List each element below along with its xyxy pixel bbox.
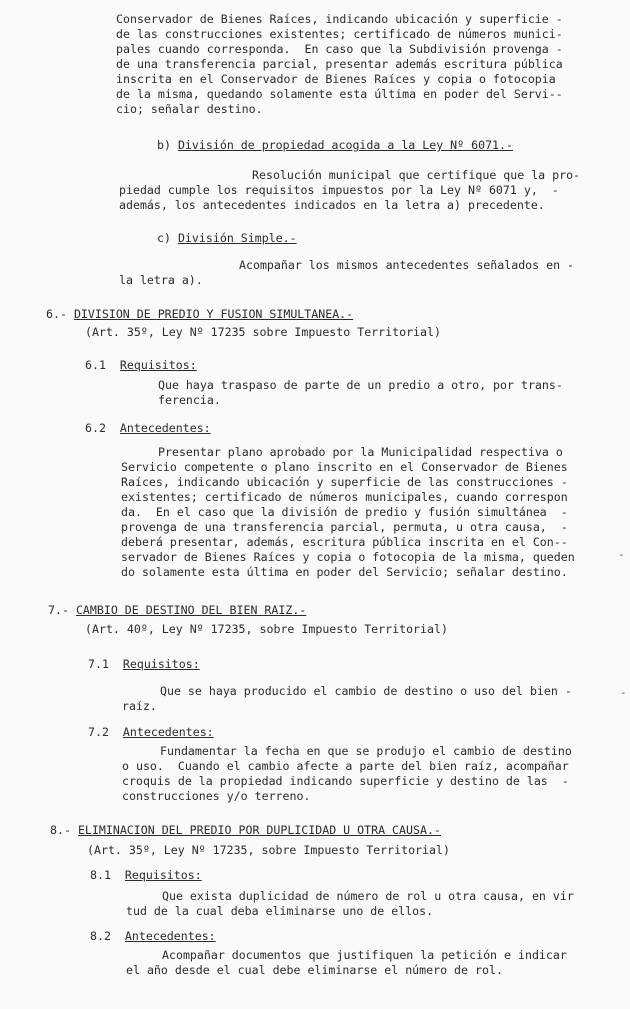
section-title: ELIMINACION DEL PREDIO POR DUPLICIDAD U OTRA CAUSA.- <box>77 823 441 837</box>
text-line: Que haya traspaso de parte de un predio a otro, por trans- <box>158 378 563 392</box>
text-line: inscrita en el Conservador de Bienes Raíces y copia o fotocopia <box>116 72 556 86</box>
text-line: cio; señalar destino. <box>116 102 263 116</box>
item-number: 6.1 <box>85 358 106 372</box>
text-line: provenga de una transferencia parcial, permuta, u otra causa, - <box>121 520 568 534</box>
section-7 <box>48 603 306 618</box>
item-label: Antecedentes: <box>119 421 211 435</box>
text-line: pales cuando corresponda. En caso que la Subdivisión provenga - <box>116 42 563 56</box>
margin-tick: - <box>620 686 627 699</box>
text-line: Acompañar los mismos antecedentes señalados en - <box>239 258 575 272</box>
item-label: Requisitos: <box>122 657 200 671</box>
text-line: de las construcciones existentes; certificado de números munici- <box>116 27 563 41</box>
text-line: Presentar plano aprobado por la Municipalidad respectiva o <box>158 445 563 459</box>
text-line: piedad cumple los requisitos impuestos por la Ley Nº 6071 y, - <box>119 183 559 197</box>
section-6-1-body <box>120 378 563 408</box>
section-number: 7.- <box>48 603 69 617</box>
text-line: existentes; certificado de números municipales, cuando correspon <box>121 490 568 504</box>
section-title: CAMBIO DE DESTINO DEL BIEN RAIZ.- <box>75 603 307 617</box>
margin-tick: - <box>618 548 625 561</box>
item-number: 7.1 <box>88 657 109 671</box>
law-reference: (Art. 35º, Ley Nº 17235 sobre Impuesto Territorial) <box>85 325 441 339</box>
text-line: o uso. Cuando el cambio afecte a parte del bien raíz, acompañar <box>122 759 569 773</box>
section-title: DIVISION DE PREDIO Y FUSION SIMULTANEA.- <box>73 307 354 321</box>
item-number: 8.2 <box>90 929 111 943</box>
text-line: tud de la cual deba eliminarse uno de ellos. <box>126 904 434 918</box>
subsection-b-heading <box>157 138 513 153</box>
section-number: 6.- <box>46 307 67 321</box>
section-number: 8.- <box>50 823 71 837</box>
section-7-1-body <box>122 684 572 714</box>
section-7-1-heading <box>88 657 200 672</box>
text-line: deberá presentar, además, escritura pública inscrita en el Con-- <box>121 535 568 549</box>
section-8-2-heading <box>90 929 216 944</box>
item-label: Requisitos: <box>119 358 197 372</box>
text-line: Fundamentar la fecha en que se produjo el cambio de destino <box>160 744 572 758</box>
section-7-ref <box>85 622 448 637</box>
law-reference: (Art. 40º, Ley Nº 17235, sobre Impuesto Territorial) <box>85 622 448 636</box>
section-6-1-heading <box>85 358 197 373</box>
text-line: Conservador de Bienes Raíces, indicando ubicación y superficie - <box>116 12 563 26</box>
section-6-ref <box>85 325 441 340</box>
section-8-ref <box>87 843 450 858</box>
text-line: croquis de la propiedad indicando superficie y destino de las - <box>122 774 569 788</box>
item-number: 7.2 <box>88 725 109 739</box>
text-line: Servicio competente o plano inscrito en el Conservador de Bienes <box>121 460 568 474</box>
text-line: ferencia. <box>158 393 221 407</box>
section-6-2-body <box>121 445 575 580</box>
section-7-2-body <box>122 744 572 804</box>
text-line: do solamente esta última en poder del Servicio; señalar destino. <box>121 565 568 579</box>
section-8-1-body <box>126 889 574 919</box>
text-line: además, los antecedentes indicados en la letra a) precedente. <box>119 198 545 212</box>
subsection-b-body <box>119 168 580 213</box>
item-number: 8.1 <box>90 868 111 882</box>
text-line: Acompañar documentos que justifiquen la petición e indicar <box>162 948 567 962</box>
text-line: raíz. <box>122 699 157 713</box>
text-line: la letra a). <box>119 273 203 287</box>
section-8-1-heading <box>90 868 202 883</box>
text-line: da. En el caso que la división de predio y fusión simultánea - <box>121 505 568 519</box>
text-line: Que exista duplicidad de número de rol u otra causa, en vir <box>162 889 574 903</box>
subsection-title: División de propiedad acogida a la Ley Nº 6071.- <box>177 138 513 152</box>
text-line: servador de Bienes Raíces y copia o fotocopia de la misma, queden <box>121 550 575 564</box>
text-line: Raíces, indicando ubicación y superficie de las construcciones - <box>121 475 568 489</box>
item-label: Requisitos: <box>124 868 202 882</box>
item-number: 6.2 <box>85 421 106 435</box>
law-reference: (Art. 35º, Ley Nº 17235, sobre Impuesto Territorial) <box>87 843 450 857</box>
section-6 <box>46 307 353 322</box>
text-line: Resolución municipal que certifique que la pro- <box>252 168 581 182</box>
text-line: construcciones y/o terreno. <box>122 789 311 803</box>
section-6-2-heading <box>85 421 211 436</box>
intro-paragraph <box>116 12 563 117</box>
section-8-2-body <box>126 948 567 978</box>
item-label: Antecedentes: <box>122 725 214 739</box>
subsection-letter: c) <box>157 231 171 245</box>
text-line: Que se haya producido el cambio de destino o uso del bien - <box>160 684 572 698</box>
section-7-2-heading <box>88 725 214 740</box>
subsection-title: División Simple.- <box>177 231 297 245</box>
text-line: el año desde el cual debe eliminarse el número de rol. <box>126 963 503 977</box>
item-label: Antecedentes: <box>124 929 216 943</box>
subsection-c-body <box>119 258 574 288</box>
section-8 <box>50 823 441 838</box>
text-line: de una transferencia parcial, presentar además escritura pública <box>116 57 563 71</box>
subsection-c-heading <box>157 231 297 246</box>
subsection-letter: b) <box>157 138 171 152</box>
text-line: de la misma, quedando solamente esta última en poder del Servi-- <box>116 87 563 101</box>
